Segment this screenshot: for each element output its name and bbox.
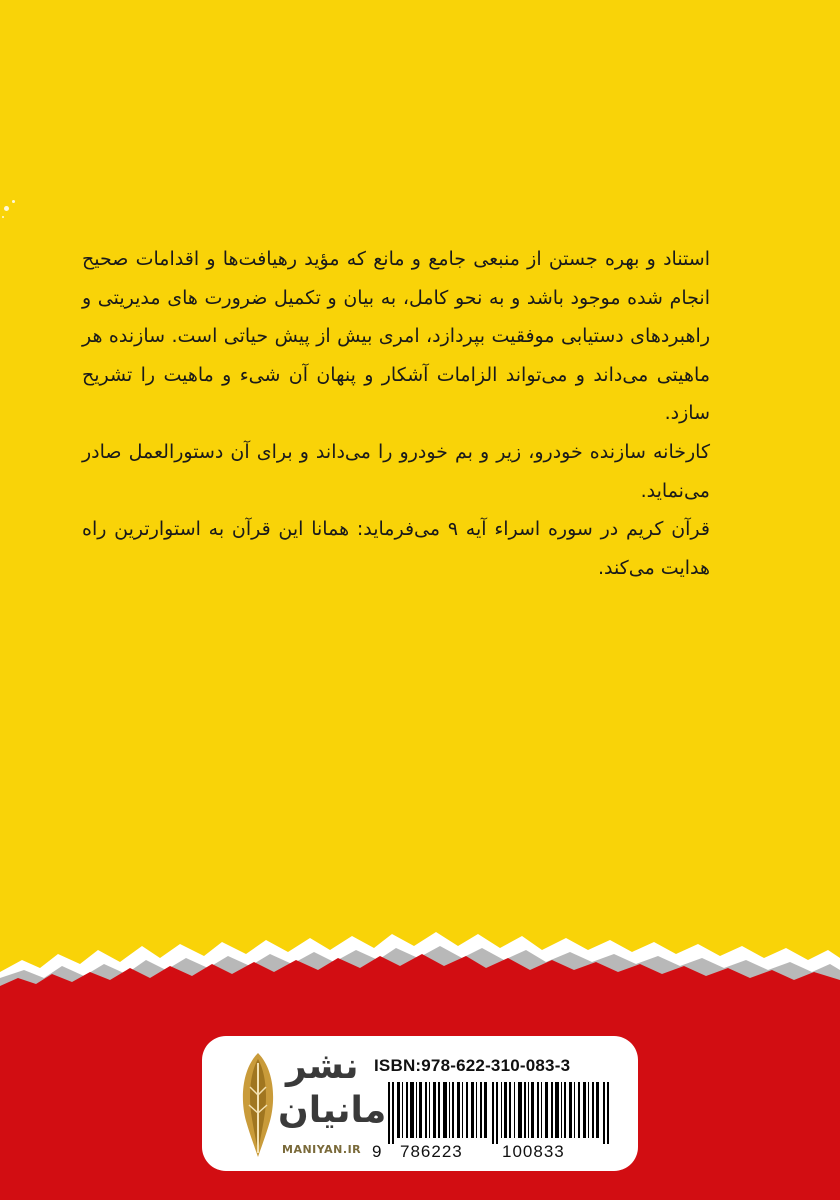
paragraph-quran: قرآن کریم در سوره اسراء آیه ۹ می‌فرماید: همانا این قرآن به استوارترین راه هدایت می‌کند. [82, 518, 710, 579]
quill-icon [236, 1049, 280, 1161]
barcode-digits-right: 100833 [502, 1142, 565, 1161]
publisher-name-nashr: نشر [286, 1046, 359, 1087]
paragraph-factory: کارخانه سازنده خودرو، زیر و بم خودرو را می‌داند و برای آن دستورالعمل صادر می‌نماید. [82, 440, 710, 502]
isbn-barcode [388, 1082, 610, 1144]
paragraph-intro: استناد و بهره جستن از منبعی جامع و مانع که مؤید رهیافت‌ها و اقدامات صحیح انجام شده موجود باشد و به نحو کامل، به بیان و تکمیل ضرورت های مدیریتی و راهبردهای دستیابی موفقیت بپردازد، امری بیش از پیش حیاتی است. سازنده هر ماهیتی می‌داند و می‌تواند الزامات آشکار و پنهان آن شیء و ماهیت را تشریح سازد. [82, 248, 710, 425]
paper-speck [12, 200, 15, 203]
publisher-logo [236, 1046, 387, 1161]
barcode-digit-first: 9 [372, 1142, 383, 1161]
publisher-website: MANIYAN.IR [282, 1143, 362, 1156]
barcode-digits-left: 786223 [400, 1142, 463, 1161]
isbn-label: ISBN:978-622-310-083-3 [374, 1056, 571, 1075]
back-cover-text [82, 240, 710, 587]
paper-speck [2, 216, 4, 218]
paper-speck [4, 206, 9, 211]
publisher-name-maniyan: مانیان [278, 1090, 387, 1131]
